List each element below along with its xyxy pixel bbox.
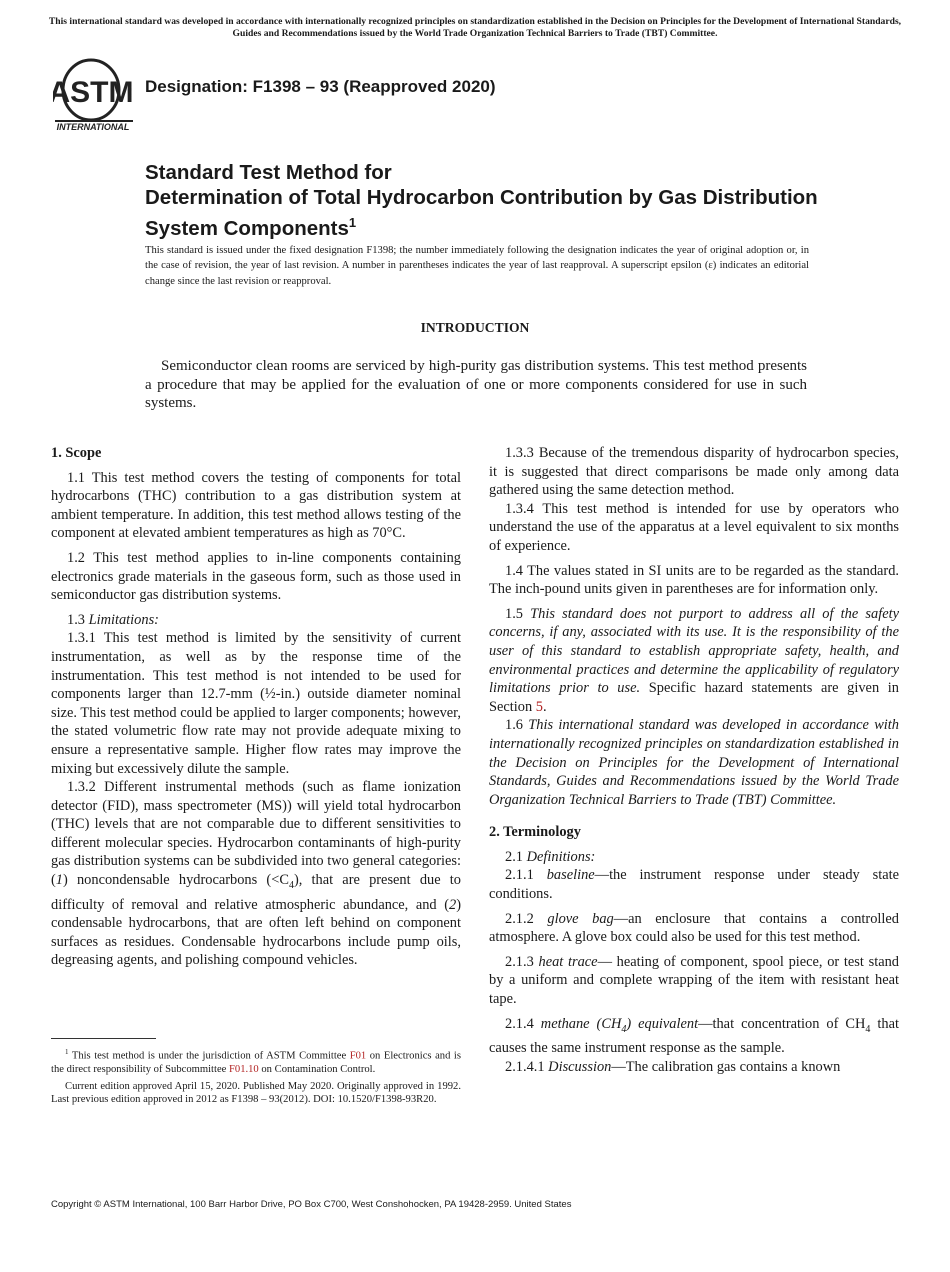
introduction-heading: INTRODUCTION [420, 320, 530, 335]
paragraph-2-1-3: 2.1.3 heat trace— heating of component, spool piece, or test stand by a uniform and complete wrapping of the item with resistant heat tape. [489, 953, 899, 1008]
paragraph-2-1-4: 2.1.4 methane $(CH_4)$ equivalent—that concentration of $CH_4$ that causes the same instrument response as the sample. [489, 1015, 899, 1057]
section-scope-heading: 1. Scope [51, 445, 102, 461]
paragraph-1-3-1: 1.3.1 This test method is limited by the sensitivity of current instrumentation, as well as by the response time of the instrumentation. This test method is not intended to be used for components larger than 12.7-mm (½-in.) outside diameter nominal size. This test method could be applied to larger components; however, the stated volumetric flow rate may not provide adequate mixing to ensure a representative sample. Higher flow rates may improve the mixing but excessively dilute the sample. [51, 630, 461, 777]
logo-subtext: INTERNATIONAL [56, 122, 130, 132]
logo-text: ASTM [53, 76, 134, 109]
right-column [489, 444, 899, 1076]
paragraph-2-1: 2.1 Definitions: [505, 848, 596, 865]
trade-notice: This international standard was developed in accordance with internationally recognized principles on standardization established in the Decision on Principles for the Development of International Standards, Guides and Recommendations issued by the World Trade Organization Technical Barriers to Trade (TBT) Committee. [48, 16, 902, 39]
title-footnote-mark: 1 [348, 215, 357, 230]
paragraph-1-3-3: 1.3.3 Because of the tremendous disparity of hydrocarbon species, it is suggested that direct comparisons be made only among data gathered using the same detection method. [489, 445, 899, 499]
section-terminology-heading: 2. Terminology [489, 824, 581, 841]
link-f01[interactable]: F01 [349, 1050, 367, 1062]
paragraph-1-6: 1.6 This international standard was developed in accordance with internationally recognized principles on standardization established in the Decision on Principles for the Development of International Standards, Guides and Recommendations issued by the World Trade Organization Technical Barriers to Trade (TBT) Committee. [489, 717, 899, 808]
link-section-5[interactable]: 5 [535, 698, 543, 715]
link-f01-10[interactable]: F01.10 [229, 1063, 259, 1075]
title-main: Determination of Total Hydrocarbon Contribution by Gas Distribution System Components [145, 186, 818, 240]
title-line-1: Standard Test Method for [145, 161, 392, 184]
footnote-rule [51, 1038, 156, 1039]
paragraph-2-1-2: 2.1.2 glove bag—an enclosure that contains a controlled atmosphere. A glove box could also be used for this test method. [489, 910, 899, 946]
footnotes [51, 1046, 461, 1110]
copyright-footer: Copyright © ASTM International, 100 Barr Harbor Drive, PO Box C700, West Conshohocken, PA 19428-2959. United States [51, 1199, 572, 1210]
designation-note: This standard is issued under the fixed designation F1398; the number immediately following the designation indicates the year of original adoption or, in the case of revision, the year of last revision. A number in parentheses indicates the year of last reapproval. A superscript epsilon (ε) indicates an editorial change since the last revision or reapproval. [145, 245, 809, 287]
paragraph-2-1-1: 2.1.1 baseline—the instrument response under steady state conditions. [489, 867, 899, 903]
title-line-2 [145, 185, 845, 241]
paragraph-1-3-2: 1.3.2 Different instrumental methods (such as flame ionization detector (FID), mass spectrometer (MS)) will yield total hydrocarbon (THC) levels that are not comparable due to different sensitivities to different molecular species. Hydrocarbon contaminants of high-purity gas distribution systems can be subdivided into two general categories: (1) noncondensable hydrocarbons $(<C_4)$, that are present due to difficulty of removal and relative atmospheric abundance, and (2) condensable hydrocarbons, that are often left behind on component surfaces as residues. Condensable hydrocarbons include pump oils, degreasing agents, and polishing compound vehicles. [51, 779, 461, 969]
paragraph-1-3-4: 1.3.4 This test method is intended for use by operators who understand the use of the apparatus at a level equivalent to six months of experience. [489, 500, 899, 554]
footnote-1: $^1$ This test method is under the jurisdiction of ASTM Committee F01 on Electronics and is the direct responsibility of Subcommittee F01.10 on Contamination Control. [51, 1048, 461, 1075]
left-column [51, 444, 461, 970]
document-title [145, 160, 845, 241]
footnote-edition: Current edition approved April 15, 2020. Published May 2020. Originally approved in 1992. Last previous edition approved in 2012 as F1398 – 93(2012). DOI: 10.1520/F1398-93R20. [51, 1080, 461, 1106]
paragraph-1-5: 1.5 This standard does not purport to address all of the safety concerns, if any, associated with its use. It is the responsibility of the user of this standard to establish appropriate safety, health, and environmental practices and determine the applicability of regulatory limitations prior to use. Specific hazard statements are given in Section 5. [489, 605, 899, 715]
introduction-text: Semiconductor clean rooms are serviced by high-purity gas distribution systems. This test method presents a procedure that may be applied for the evaluation of one or more components considered for use in such systems. [145, 358, 807, 412]
designation: Designation: F1398 – 93 (Reapproved 2020) [145, 77, 496, 96]
paragraph-2-1-4-1: 2.1.4.1 Discussion—The calibration gas contains a known [505, 1058, 841, 1075]
paragraph-1-2: 1.2 This test method applies to in-line components containing electronics grade materials in the gaseous form, such as those used in semiconductor gas distribution systems. [51, 549, 461, 604]
paragraph-1-1: 1.1 This test method covers the testing of components for total hydrocarbons (THC) contribution to a gas distribution system at ambient temperature. In addition, this test method allows testing of the component at elevated ambient temperatures as high as 70°C. [51, 469, 461, 542]
astm-logo [53, 56, 135, 134]
paragraph-1-3: 1.3 Limitations: [67, 611, 159, 628]
paragraph-1-4: 1.4 The values stated in SI units are to be regarded as the standard. The inch-pound units given in parentheses are for information only. [489, 562, 899, 598]
